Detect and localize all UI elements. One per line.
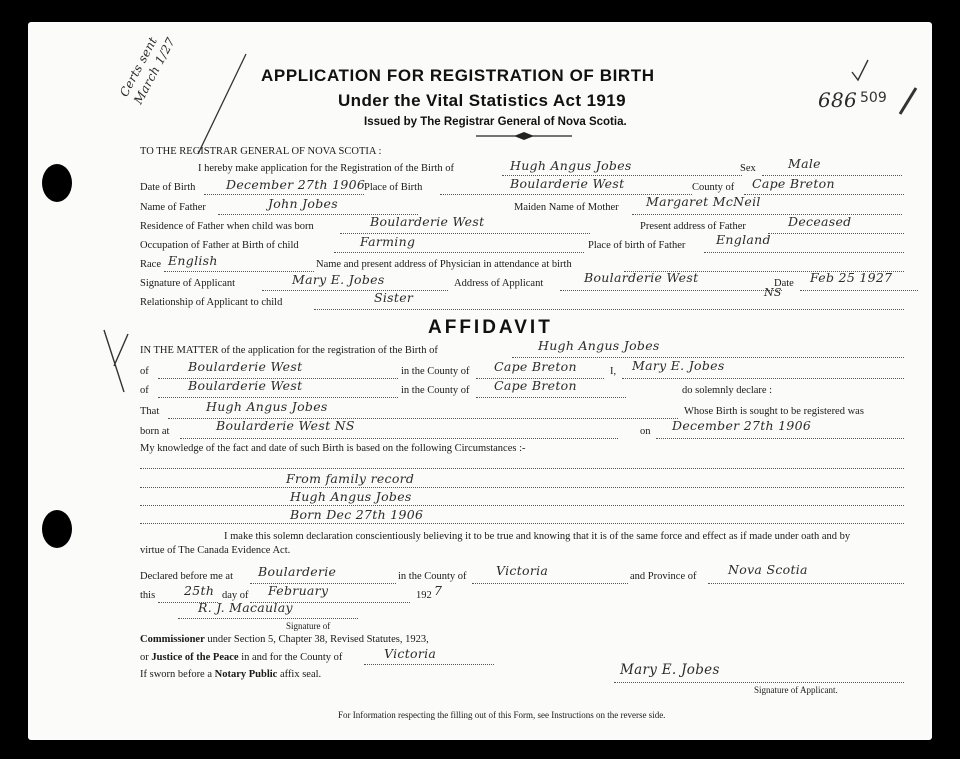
- born-at-label: born at: [140, 426, 170, 437]
- margin-note: Certs sent March 1/27: [116, 34, 178, 107]
- notary-line: [140, 669, 321, 680]
- issued-by: Issued by The Registrar General of Nova Scotia.: [364, 116, 627, 128]
- commissioner-sig: R. J. Macaulay: [198, 600, 293, 615]
- mother-label: Maiden Name of Mother: [514, 202, 619, 213]
- father-value: John Jobes: [268, 196, 338, 211]
- jp-text: in and for the County of: [241, 652, 343, 663]
- i-label: I,: [610, 366, 617, 377]
- pencil-slash-mark: [896, 86, 920, 116]
- county-label: County of: [692, 182, 735, 193]
- notary-label: Notary Public: [214, 669, 278, 680]
- of-label-1: of: [140, 366, 149, 377]
- of-label-2: of: [140, 385, 149, 396]
- present-address-line: [768, 233, 904, 234]
- county-value: Cape Breton: [752, 176, 835, 191]
- present-address-label: Present address of Father: [640, 221, 746, 232]
- declared-label: Declared before me at: [140, 571, 233, 582]
- jp-line: [140, 652, 342, 663]
- race-label: Race: [140, 259, 161, 270]
- jp-county: Victoria: [384, 646, 437, 661]
- relationship-label: Relationship of Applicant to child: [140, 297, 283, 308]
- circumstance-line-3: [140, 505, 904, 506]
- in-county-label-2: in the County of: [401, 385, 470, 396]
- sex-value: Male: [788, 156, 821, 171]
- father-label: Name of Father: [140, 202, 206, 213]
- ns-note: NS: [764, 286, 782, 299]
- applicant-sig-caption: Signature of Applicant.: [754, 685, 838, 695]
- form-number-handwritten: 686: [818, 88, 858, 112]
- applicant-address-value: Boularderie West: [584, 270, 699, 285]
- dob-label: Date of Birth: [140, 182, 196, 193]
- date-label: Date: [774, 278, 794, 289]
- whose-birth-label: Whose Birth is sought to be registered was: [684, 406, 864, 417]
- matter-name: Hugh Angus Jobes: [538, 338, 660, 353]
- day-of-label: day of: [222, 590, 249, 601]
- of-value-2: Boularderie West: [188, 378, 303, 393]
- day-value: 25th: [184, 583, 215, 598]
- father-birthplace-line: [704, 252, 904, 253]
- relationship-line: [314, 309, 904, 310]
- date-value: Feb 25 1927: [810, 270, 893, 285]
- footer-note: For Information respecting the filling out of this Form, see Instructions on the reverse side.: [338, 710, 666, 720]
- circumstance-line-2: [140, 487, 904, 488]
- circumstance-1: From family record: [286, 471, 415, 486]
- applicant-sig-line: [262, 290, 448, 291]
- born-at-line: [180, 438, 618, 439]
- county-line-2: [476, 397, 626, 398]
- circumstance-2: Hugh Angus Jobes: [290, 489, 412, 504]
- county-value-1: Cape Breton: [494, 359, 577, 374]
- addressee: TO THE REGISTRAR GENERAL OF NOVA SCOTIA :: [140, 146, 382, 157]
- occupation-value: Farming: [360, 234, 416, 249]
- jp-county-line: [364, 664, 494, 665]
- or-label: or: [140, 652, 149, 663]
- of-value-1: Boularderie West: [188, 359, 303, 374]
- father-birthplace-value: England: [716, 232, 771, 247]
- knowledge-label: My knowledge of the fact and date of such Birth is based on the following Circumstances :-: [140, 443, 526, 454]
- residence-value: Boularderie West: [370, 214, 485, 229]
- declared-county: Victoria: [496, 563, 549, 578]
- notary-suffix: affix seal.: [279, 669, 322, 680]
- dob-line: [204, 194, 364, 195]
- present-address-value: Deceased: [788, 214, 852, 229]
- pob-value: Boularderie West: [510, 176, 625, 191]
- jp-label: Justice of the Peace: [151, 652, 239, 663]
- relationship-value: Sister: [374, 290, 414, 305]
- applicant-sig-label: Signature of Applicant: [140, 278, 236, 289]
- on-label: on: [640, 426, 651, 437]
- matter-label: IN THE MATTER of the application for the registration of the Birth of: [140, 345, 438, 356]
- solemnly-declare: do solemnly declare :: [682, 385, 773, 396]
- punch-hole-bottom: [42, 510, 72, 548]
- pob-label: Place of Birth: [364, 182, 423, 193]
- birth-registration-form: [28, 22, 932, 740]
- date-line: [800, 290, 918, 291]
- notary-prefix: If sworn before a: [140, 669, 213, 680]
- month-value: February: [268, 583, 329, 598]
- year-prefix: 192: [416, 590, 432, 601]
- occupation-label: Occupation of Father at Birth of child: [140, 240, 299, 251]
- check-mark-icon: [850, 58, 870, 84]
- ornamental-rule: [474, 130, 574, 142]
- race-value: English: [168, 253, 218, 268]
- mother-value: Margaret McNeil: [646, 194, 761, 209]
- commissioner-label: Commissioner: [140, 634, 205, 645]
- born-at-value: Boularderie West NS: [216, 418, 355, 433]
- declarant-line: [622, 378, 904, 379]
- dob-value: December 27th 1906: [226, 177, 366, 192]
- commissioner-text: under Section 5, Chapter 38, Revised Statutes, 1923,: [207, 634, 429, 645]
- that-name: Hugh Angus Jobes: [206, 399, 328, 414]
- father-birthplace-label: Place of birth of Father: [588, 240, 686, 251]
- circumstance-3: Born Dec 27th 1906: [290, 507, 424, 522]
- born-on-value: December 27th 1906: [672, 418, 812, 433]
- province-value: Nova Scotia: [728, 562, 808, 577]
- physician-label: Name and present address of Physician in attendance at birth: [316, 259, 572, 270]
- commissioner-line: [140, 634, 429, 645]
- occupation-line: [334, 252, 584, 253]
- born-on-line: [656, 438, 904, 439]
- circumstance-line-4: [140, 523, 904, 524]
- applicant-address-line: [560, 290, 782, 291]
- county-line: [744, 194, 904, 195]
- declared-county-line: [472, 583, 628, 584]
- declared-county-label: in the County of: [398, 571, 467, 582]
- applicant-address-label: Address of Applicant: [454, 278, 544, 289]
- declarant-value: Mary E. Jobes: [632, 358, 725, 373]
- residence-label: Residence of Father when child was born: [140, 221, 314, 232]
- that-label: That: [140, 406, 160, 417]
- province-label: and Province of: [630, 571, 697, 582]
- form-title: APPLICATION FOR REGISTRATION OF BIRTH: [261, 66, 655, 85]
- punch-hole-top: [42, 164, 72, 202]
- of-line-2: [158, 397, 398, 398]
- sex-label: Sex: [740, 163, 756, 174]
- this-label: this: [140, 590, 156, 601]
- applicant-signature: Mary E. Jobes: [620, 662, 720, 678]
- child-name-value: Hugh Angus Jobes: [510, 158, 632, 173]
- in-county-label-1: in the County of: [401, 366, 470, 377]
- circumstance-line-1: [140, 468, 904, 469]
- declaration-text-1: I make this solemn declaration conscientiously believing it to be true and knowing that it is of the same force and effect as if made under oath and by: [224, 531, 851, 542]
- commissioner-sig-line: [178, 618, 358, 619]
- signature-of-label: Signature of: [286, 621, 331, 631]
- province-line: [708, 583, 904, 584]
- form-subtitle: Under the Vital Statistics Act 1919: [338, 91, 626, 110]
- form-number-stamped: 509: [860, 90, 887, 106]
- applicant-signature-line: [614, 682, 904, 683]
- declared-place: Boularderie: [258, 564, 337, 579]
- county-value-2: Cape Breton: [494, 378, 577, 393]
- declaration-text-2: virtue of The Canada Evidence Act.: [140, 545, 291, 556]
- applicant-sig-value: Mary E. Jobes: [292, 272, 385, 287]
- affidavit-heading: AFFIDAVIT: [428, 317, 553, 338]
- x-mark-icon: [98, 326, 134, 396]
- child-name-label: I hereby make application for the Registration of the Birth of: [198, 163, 455, 174]
- margin-note-stroke: [184, 50, 254, 160]
- mother-line: [632, 214, 902, 215]
- year-suffix: 7: [434, 583, 443, 598]
